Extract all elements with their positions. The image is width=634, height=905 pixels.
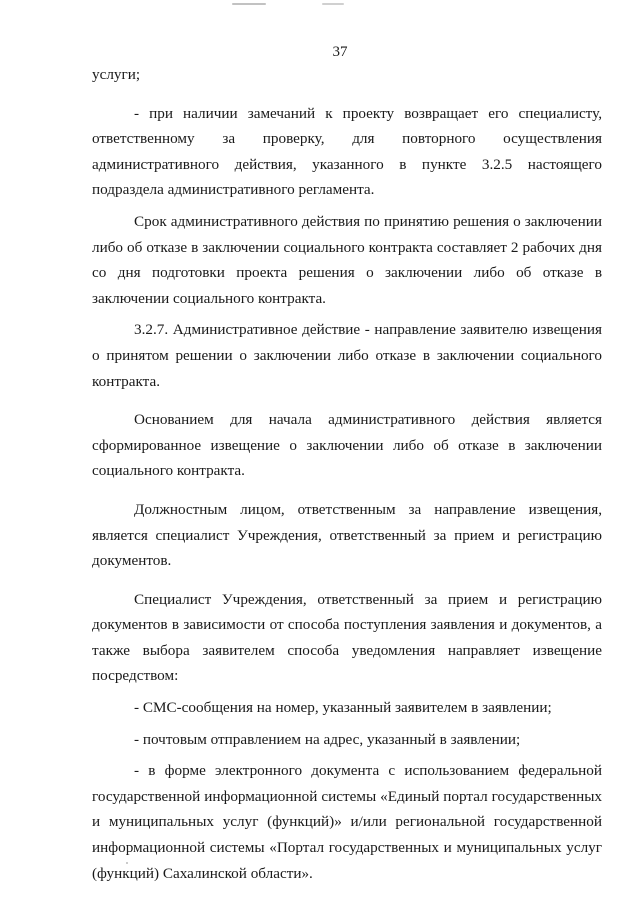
document-body	[92, 62, 602, 886]
list-item-post: - почтовым отправлением на адрес, указанный в заявлении;	[134, 730, 521, 748]
page-number: 37	[332, 44, 348, 60]
scan-artifact	[322, 3, 344, 5]
list-item-electronic: - в форме электронного документа с использованием федеральной государственной информационной системы «Единый портал государственных и муниципальных услуг (функций)» и/или региональной государственной информационной системы «Портал государственных и муниципальных услуг (функций) Сахалинской области».	[92, 762, 602, 882]
paragraph-list-item-remarks: - при наличии замечаний к проекту возвращает его специалисту, ответственному за проверку, для повторного осуществления административного действия, указанного в пункте 3.2.5 настоящего подраздела административного регламента.	[92, 104, 602, 199]
scan-artifact	[232, 3, 266, 5]
list-item-sms: - СМС-сообщения на номер, указанный заявителем в заявлении;	[134, 699, 552, 717]
paragraph-responsible-official: Должностным лицом, ответственным за направление извещения, является специалист Учреждения, ответственный за прием и регистрацию документов.	[92, 500, 602, 570]
paragraph-section-3-2-7: 3.2.7. Административное действие - направление заявителю извещения о принятом решении о заключении либо отказе в заключении социального контракта.	[92, 321, 602, 390]
paragraph-notification-methods: Специалист Учреждения, ответственный за прием и регистрацию документов в зависимости от способа поступления заявления и документов, а также выбора заявителем способа уведомления направляет извещение посредством:	[92, 590, 602, 685]
paragraph-basis: Основанием для начала административного действия является сформированное извещение о заключении либо об отказе в заключении социального контракта.	[92, 411, 602, 480]
paragraph-deadline: Срок административного действия по принятию решения о заключении либо об отказе в заключении социального контракта составляет 2 рабочих дня со дня подготовки проекта решения о заключении либо об отказе в заключении социального контракта.	[92, 212, 602, 307]
paragraph-continuation: услуги;	[92, 66, 141, 83]
